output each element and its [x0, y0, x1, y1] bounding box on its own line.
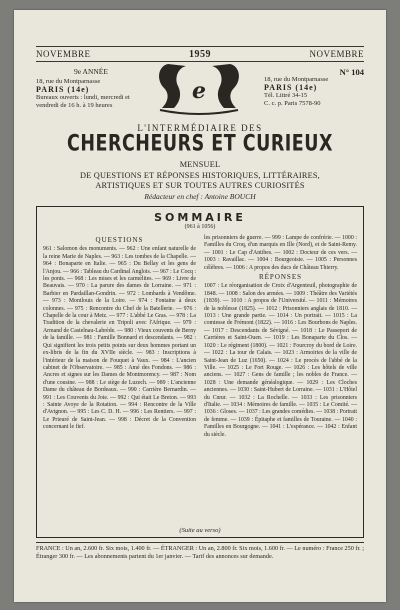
- issue-year: 1959: [189, 48, 211, 60]
- sommaire-columns: [43, 235, 357, 521]
- title-line-1: L'INTERMÉDIAIRE DES: [137, 123, 263, 133]
- editor-in-chief: Rédacteur en chef : Antoine BOUCH: [144, 192, 256, 201]
- subscription-footer: FRANCE : Un an, 2.600 fr. Six mois, 1.400 fr. — ÉTRANGER : Un an, 2.800 fr. Six mois, 1.600 fr. — Le numéro : France 250 fr. ; Étranger 300 fr. — Les abonnements partent du 1er janvier. — Tarif des annonces sur demande.: [36, 542, 364, 561]
- continued-note: (Suite au verso): [179, 527, 221, 534]
- sommaire-column-right: [204, 235, 357, 521]
- office-hours: Bureaux ouverts : lundi, mercredi et vendredi de 16 h. à 19 heures: [36, 94, 130, 109]
- reponses-list: 1007 : Le réorganisation de Croix d'Argenteuil, photographie de 1848. — 1008 : Salon des armées. — 1009 : Théâtre des Variétés (1839). — 1010 : A propos de l'Université. — 1011 : Mémoires de la noblesse (1825). — 1012 : Prisonniers anglais de 1810. — 1013 : Une grande partie. — 1014 : Un portrait. — 1015 : La comtesse de Frémont (1822). — 1016 : Les Bourbons de Naples. — 1017 : Descendants de Sévigné. — 1018 : Le Passeport de Carrières et Saint-Ouen. — 1019 : Les Bonaparte du Clos. — 1020 : Le régiment (1800). — 1021 : Fourcroy du bord de Loire. — 1022 : La tour de Calais. — 1023 : Armoiries de la ville de Saint-Jean de Luz (1650). — 1024 : Le procès de l'abbé de la Ville. — 1025 : Le Fort Rouge. — 1026 : Les hôtels de ville anciens. — 1027 : Gens de famille ; les nobles de France. — 1028 : Une demande généalogique. — 1029 : Les Cloches anciennes. — 1030 : Saint-Hubert de Lorraine. — 1031 : L'Hôtel du Cœur. — 1032 : La Rochelle. — 1033 : Les prisonniers d'Italie. — 1034 : Mémoires de famille. — 1035 : Le Comité. — 1036 : Gloses. — 1037 : Les grandes comédies. — 1038 : Portrait de femme. — 1039 : Épitaphe et familles de Touraine. — 1040 : Familles en Bourgogne. — 1041 : L'espérance. — 1042 : Enfant du siècle.: [204, 283, 357, 438]
- questions-heading: QUESTIONS: [95, 236, 144, 244]
- subtitle-line-2: ARTISTIQUES ET SUR TOUTES AUTRES CURIOSITÉS: [95, 181, 305, 190]
- table-of-contents-box: [36, 206, 364, 538]
- journal-logo: [154, 58, 244, 116]
- questions-list: 961 : Salomon des monuments. — 962 : Une enfant naturelle de la reine Marie de Naples. — 963 : Les tombes de la Chapelle. — 964 : Bonaparte en Italie. — 965 : Du Bellay et les gens de l'Anjou. — 966 : Tableau du Cardinal Anglois. — 967 : Le Cocq : les ponts. — 968 : Les mises et les carmélites. — 969 : Livre de Beauvais. — 970 : La parure des dames de Lorraine. — 971 : Barbier en Pardaillan-Gondrin. — 972 : Lombards à Vendôme. — 973 : Montlouis de la Loire. — 974 : Fontaine à deux colonnes. — 975 : Rencontre du Chef de la Batellerie. — 976 : Chapelle de la cour à Metz. — 977 : L'abbé Le Gras. — 978 : La Tradition de la chevalerie en Tripoli avec l'Afrique. — 979 : Armand de Castelnau-Labrède. — 980 : Vieux couvents de Berny de la famille. — 981 : Famille Bonnard et descendants. — 982 : Qui signifient les trois petits points sur deux hommes portant un ex-libris de la fin du XVIIe siècle. — 983 : Inscriptions à l'intérieur de la maison de Fouquet à Vaux. — 984 : L'ancien cabinet de l'Observatoire. — 985 : Amé des Fondons. — 986 : Ancres et signes sur les Dames de Montmorency. — 987 : Nom d'une cousine. — 988 : Le siège de Luzech. — 989 : L'ancienne Dame du château de Bordeaux. — 990 : Carrière Bernardin. — 991 : Les Couvents du Joie. — 992 : Qui était Le Breton. — 993 : Sainte Avoye de la Rotation. — 994 : Rencontre de la Ville d'Avignon. — 995 : Les C. D. H. — 996 : Les Rentiers. — 997 : Le Prieuré de Saint-Jean. — 998 : Décret de la Convention concernant le fief.: [43, 246, 197, 431]
- reponses-heading: RÉPONSES: [258, 273, 302, 282]
- sommaire-range: (961 à 1056): [184, 224, 216, 230]
- subtitle-line-1: DE QUESTIONS ET RÉPONSES HISTORIQUES, LITTÉRAIRES,: [80, 170, 320, 180]
- address-right: 18, rue du Montparnasse: [264, 76, 329, 83]
- logo-letter: e: [192, 78, 206, 104]
- journal-cover-page: [14, 10, 386, 602]
- phone: Tél. Littré 34-15: [264, 92, 308, 99]
- subtitle-block: [24, 160, 376, 192]
- publisher-info-left: [36, 68, 146, 110]
- sommaire-column-left: [43, 235, 196, 521]
- month-right: NOVEMBRE: [309, 49, 364, 59]
- periodicity: MENSUEL: [179, 160, 221, 169]
- city-right: PARIS (14e): [264, 83, 318, 92]
- edition-year: 9e ANNÉE: [74, 67, 108, 76]
- month-left: NOVEMBRE: [36, 49, 91, 59]
- issue-number: N° 104: [339, 67, 364, 77]
- city-left: PARIS (14e): [36, 85, 90, 94]
- publisher-info-right: [264, 68, 364, 108]
- sommaire-heading: SOMMAIRE: [154, 211, 246, 224]
- postal-account: C. c. p. Paris 7578-90: [264, 100, 321, 107]
- journal-title: CHERCHEURS ET CURIEUX: [67, 131, 333, 157]
- address-left: 18, rue du Montparnasse: [36, 78, 101, 85]
- questions-continued: les prisonniers de guerre. — 999 : Lampe de confrérie. — 1000 : Familles du Croq, d'un marquis en Ille (Nord), et de Saint-Remy. — 1001 : Le Cap d'Antibes. — 1002 : Docteur de ces vers. — 1003 : Ravaillac. — 1004 : Bourgeoisie. — 1005 : Personnes célèbres. — 1006 : A propos des ducs de Château Thierry.: [204, 235, 357, 271]
